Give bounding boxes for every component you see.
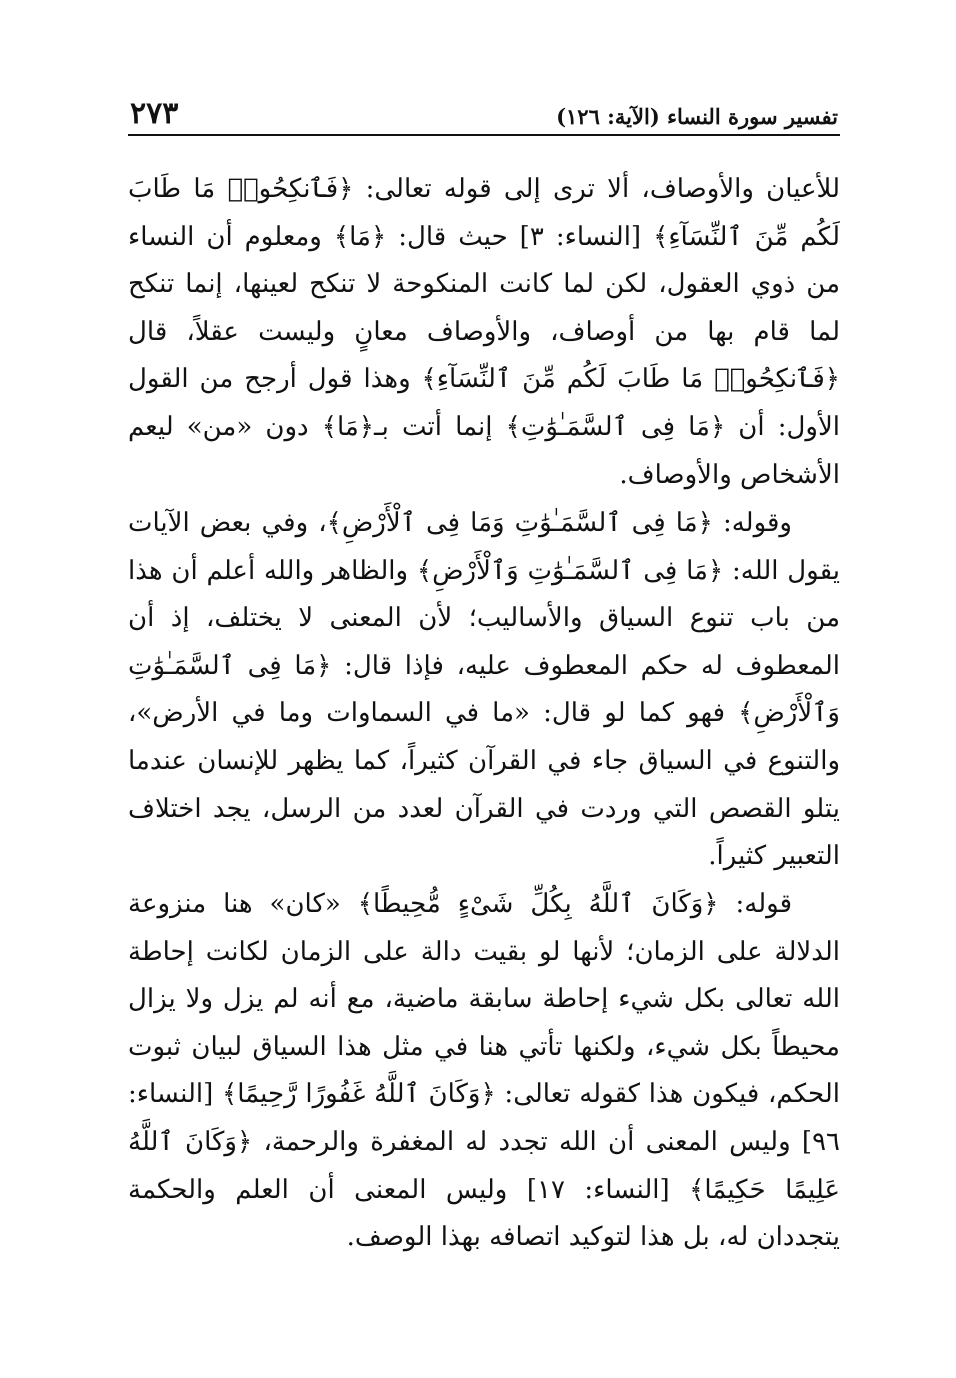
paragraph-1: للأعيان والأوصاف، ألا ترى إلى قوله تعالى: ﴿فَٱنكِحُوا۟ مَا طَابَ لَكُم مِّنَ ٱلنِّسَآءِ﴾ [النساء: ٣] حيث قال: ﴿مَا﴾ ومعلوم أن النساء من ذوي العقول، لكن لما كانت المنكوحة لا تنكح لعينها، إنما تنكح لما قام بها من أوصاف، والأوصاف معانٍ وليست عقلاً، قال ﴿فَٱنكِحُوا۟ مَا طَابَ لَكُم مِّنَ ٱلنِّسَآءِ﴾ وهذا قول أرجح من القول الأول: أن ﴿مَا فِى ٱلسَّمَـٰوَٰتِ﴾ إنما أتت بـ﴿مَا﴾ دون «من» ليعم الأشخاص والأوصاف. [128, 174, 840, 490]
running-title: تفسير سورة النساء (الآية: ١٢٦) [556, 104, 838, 129]
paragraph-3: قوله: ﴿وَكَانَ ٱللَّهُ بِكُلِّ شَىْءٍ مُّحِيطًا﴾ «كان» هنا منزوعة الدلالة على الزمان؛ لأنها لو بقيت دالة على الزمان لكانت إحاطة الله تعالى بكل شيء إحاطة سابقة ماضية، مع أنه لم يزل ولا يزال محيطاً بكل شيء، ولكنها تأتي هنا في مثل هذا السياق لبيان ثبوت الحكم، فيكون هذا كقوله تعالى: ﴿وَكَانَ ٱللَّهُ غَفُورًا رَّحِيمًا﴾ [النساء: ٩٦] وليس المعنى أن الله تجدد له المغفرة والرحمة، ﴿وَكَانَ ٱللَّهُ عَلِيمًا حَكِيمًا﴾ [النساء: ١٧] وليس المعنى أن العلم والحكمة يتجددان له، بل هذا لتوكيد اتصافه بهذا الوصف. [128, 889, 840, 1253]
page-number: ٢٧٣ [130, 96, 179, 131]
body-text [128, 166, 840, 1311]
book-page [128, 90, 840, 1340]
page-header [128, 90, 840, 136]
paragraph-2: وقوله: ﴿مَا فِى ٱلسَّمَـٰوَٰتِ وَمَا فِى ٱلْأَرْضِ﴾، وفي بعض الآيات يقول الله: ﴿مَا فِى ٱلسَّمَـٰوَٰتِ وَٱلْأَرْضِ﴾ والظاهر والله أعلم أن هذا من باب تنوع السياق والأساليب؛ لأن المعنى لا يختلف، إذ أن المعطوف له حكم المعطوف عليه، فإذا قال: ﴿مَا فِى ٱلسَّمَـٰوَٰتِ وَٱلْأَرْضِ﴾ فهو كما لو قال: «ما في السماوات وما في الأرض»، والتنوع في السياق جاء في القرآن كثيراً، كما يظهر للإنسان عندما يتلو القصص التي وردت في القرآن لعدد من الرسل، يجد اختلاف التعبير كثيراً. [128, 508, 840, 872]
